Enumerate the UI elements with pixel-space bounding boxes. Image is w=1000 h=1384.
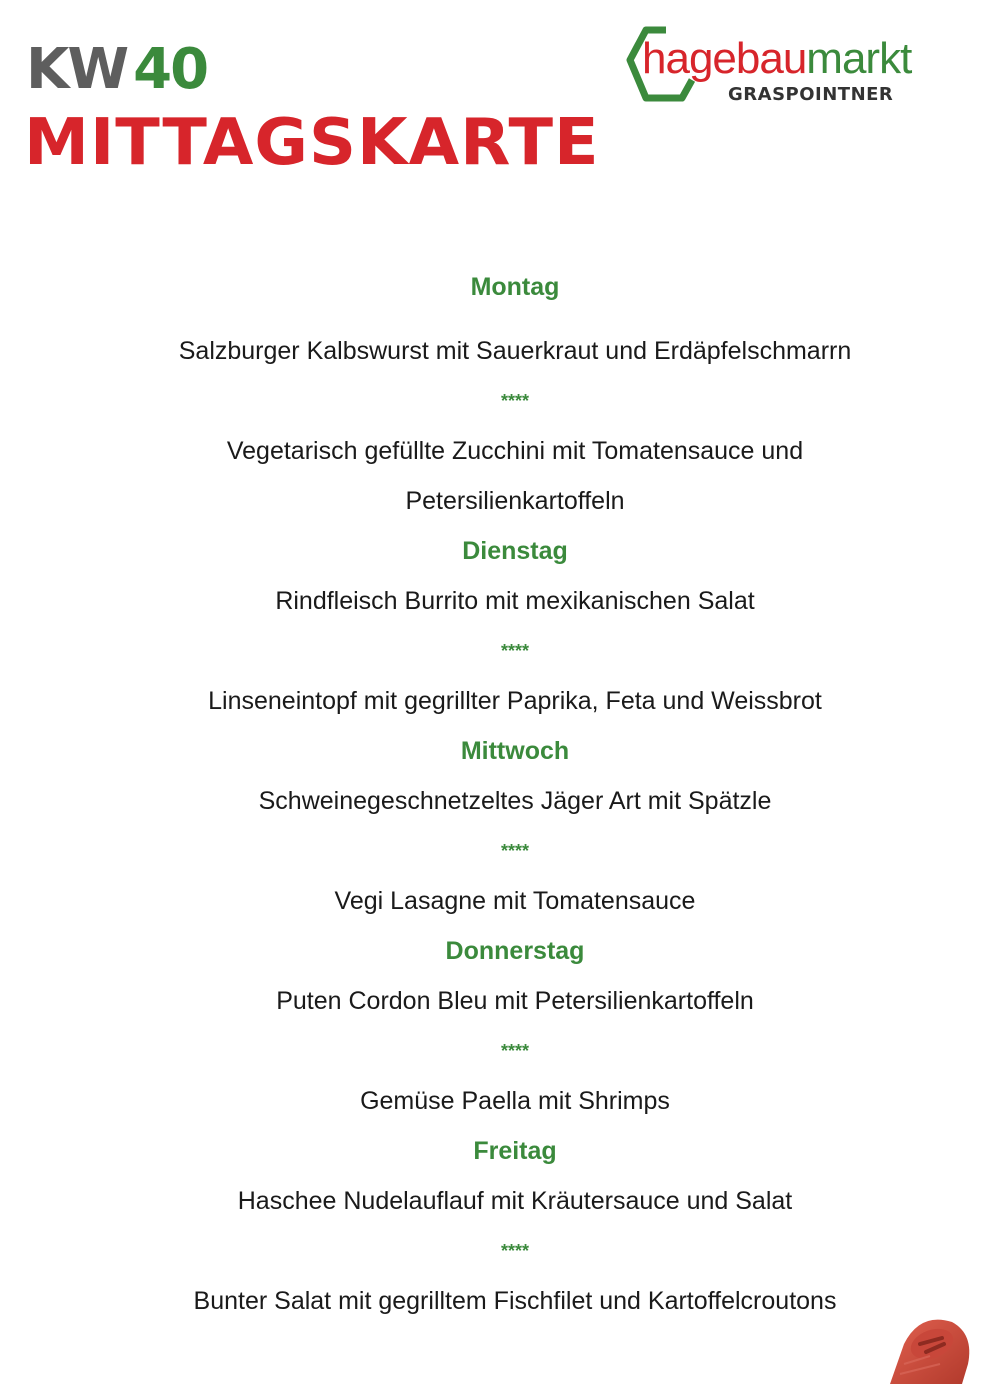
logo-brand-part1: hagebau [642, 34, 807, 83]
day-heading: Freitag [473, 1137, 557, 1165]
separator: **** [500, 391, 530, 411]
dish: Schweinegeschnetzeltes Jäger Art mit Spätzle [258, 787, 772, 815]
day-heading: Dienstag [462, 537, 568, 565]
week-number: 40 [133, 37, 208, 102]
logo-brand [642, 34, 911, 84]
hagebaumarkt-logo [622, 20, 982, 112]
logo-brand-part2: markt [806, 34, 912, 83]
page-title: MITTAGSKARTE [24, 106, 600, 180]
decorative-screw-icon [870, 1304, 980, 1384]
dish: Gemüse Paella mit Shrimps [360, 1087, 670, 1115]
day-heading: Montag [470, 273, 560, 301]
logo-subtitle: GRASPOINTNER [728, 84, 894, 105]
separator: **** [500, 1041, 530, 1061]
day-heading: Mittwoch [460, 737, 570, 765]
dish: Petersilienkartoffeln [405, 487, 625, 515]
day-heading: Donnerstag [445, 937, 585, 965]
dish: Rindfleisch Burrito mit mexikanischen Salat [275, 587, 755, 615]
dish: Bunter Salat mit gegrilltem Fischfilet und Kartoffelcroutons [193, 1287, 837, 1315]
menu-list [0, 262, 1000, 1326]
separator: **** [500, 641, 530, 661]
dish: Vegetarisch gefüllte Zucchini mit Tomatensauce und [226, 437, 804, 465]
dish: Puten Cordon Bleu mit Petersilienkartoffeln [276, 987, 754, 1015]
week-heading [26, 38, 207, 102]
separator: **** [500, 841, 530, 861]
dish: Haschee Nudelauflauf mit Kräutersauce und Salat [237, 1187, 793, 1215]
dish: Linseneintopf mit gegrillter Paprika, Feta und Weissbrot [208, 687, 822, 715]
dish: Vegi Lasagne mit Tomatensauce [334, 887, 696, 915]
separator: **** [500, 1241, 530, 1261]
dish: Salzburger Kalbswurst mit Sauerkraut und Erdäpfelschmarrn [178, 337, 852, 365]
week-label: KW [26, 37, 128, 102]
